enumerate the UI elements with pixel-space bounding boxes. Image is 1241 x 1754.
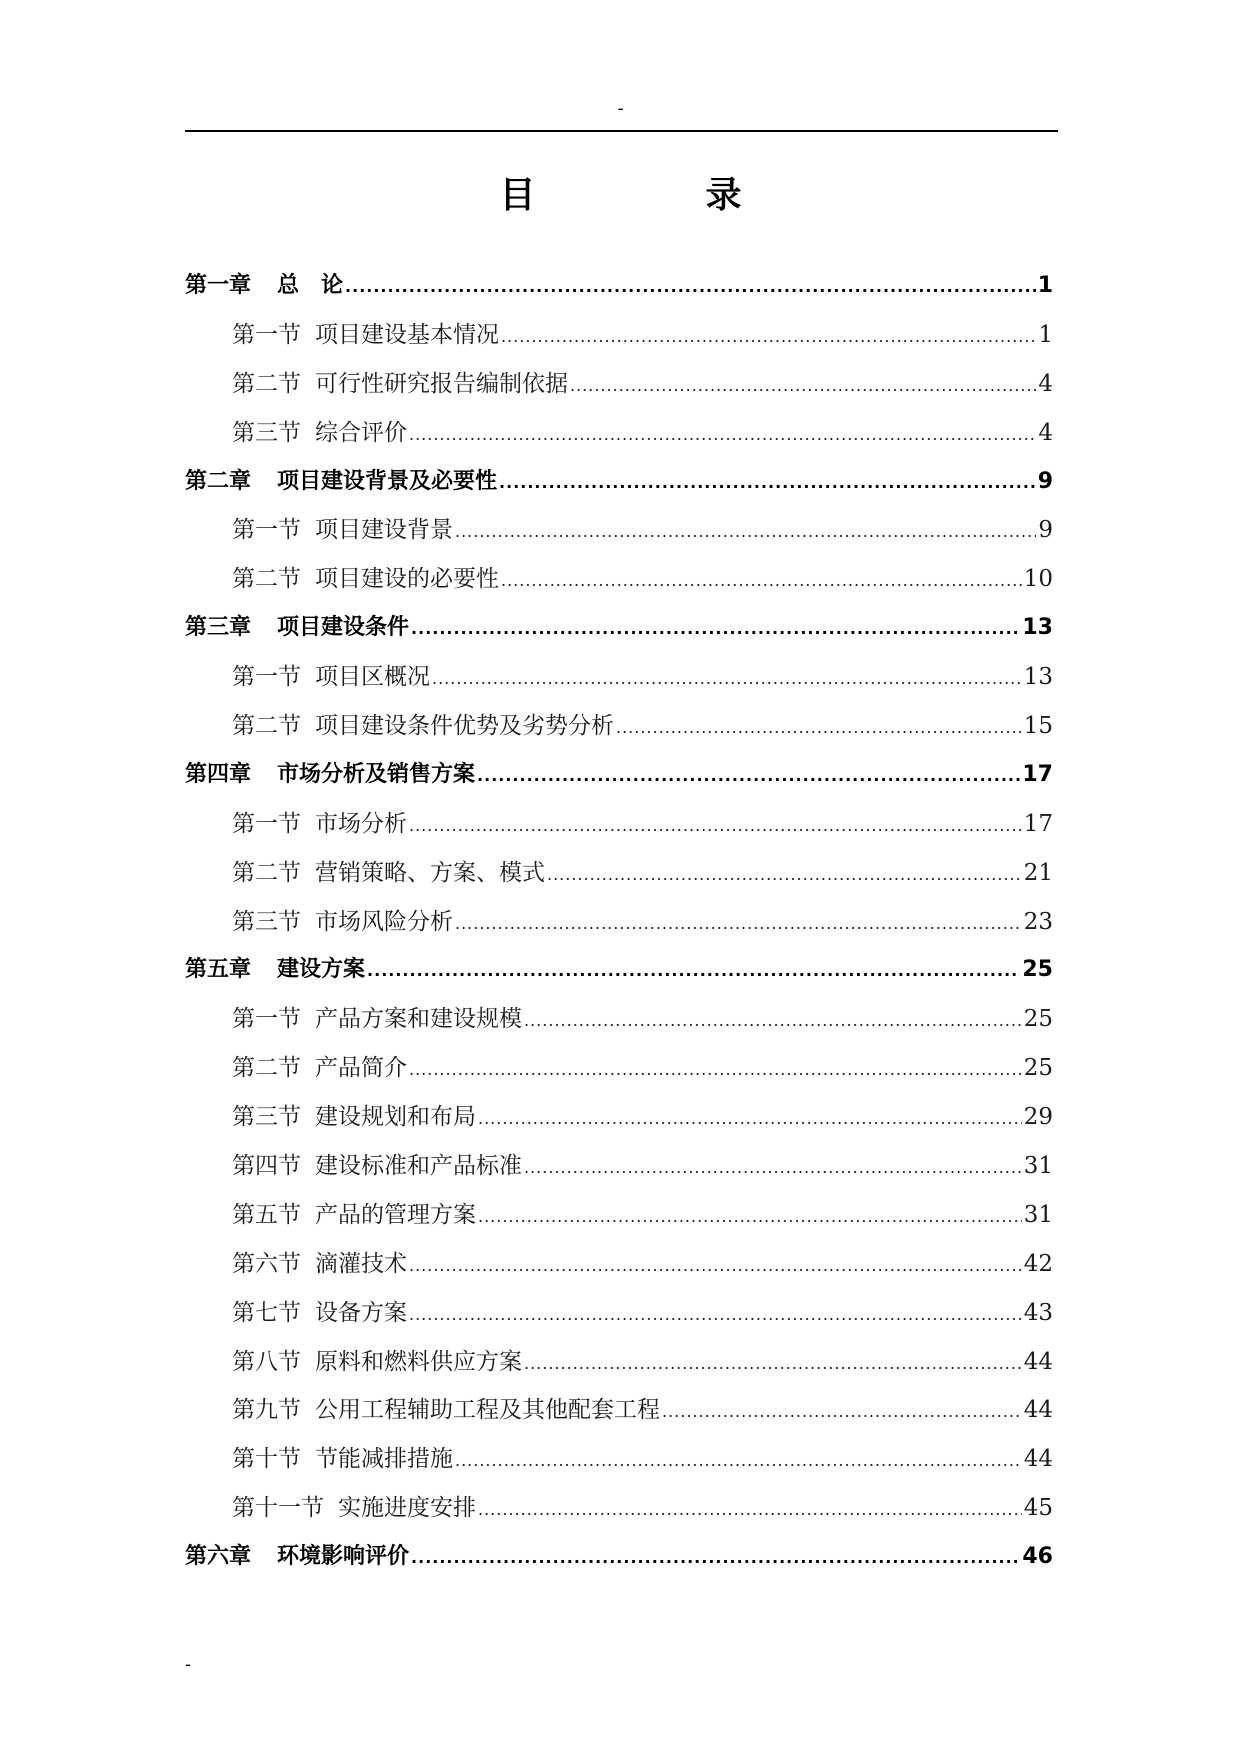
toc-entry-title: 市场分析	[315, 810, 407, 837]
toc-section-entry[interactable]	[185, 1240, 1053, 1289]
toc-dot-leader	[432, 671, 1022, 687]
toc-dot-leader	[345, 279, 1036, 295]
header-mark: -	[617, 98, 624, 119]
toc-entry-page: 45	[1023, 1495, 1053, 1522]
toc-section-entry[interactable]	[185, 995, 1053, 1044]
toc-dot-leader	[616, 720, 1022, 736]
toc-dot-leader	[524, 1356, 1022, 1372]
toc-section-entry[interactable]	[185, 800, 1053, 849]
footer-mark: -	[185, 1654, 192, 1675]
toc-entry-number: 第六节	[232, 1250, 301, 1277]
toc-entry-page: 42	[1023, 1250, 1053, 1277]
toc-entry-title: 环境影响评价	[277, 1544, 410, 1570]
toc-dot-leader	[478, 1111, 1022, 1127]
toc-chapter-entry[interactable]	[185, 262, 1053, 311]
toc-entry-title: 节能减排措施	[315, 1446, 453, 1473]
toc-dot-leader	[367, 963, 1020, 979]
toc-entry-number: 第二节	[232, 566, 301, 593]
toc-entry-number: 第一节	[232, 664, 301, 691]
header-rule	[185, 130, 1058, 132]
toc-entry-title: 总 论	[277, 273, 344, 298]
toc-dot-leader	[501, 329, 1036, 345]
toc-entry-number: 第六章	[185, 1544, 252, 1570]
toc-dot-leader	[411, 621, 1020, 637]
toc-section-entry[interactable]	[185, 1044, 1053, 1093]
toc-entry-page: 44	[1023, 1397, 1053, 1424]
toc-entry-number: 第一节	[232, 321, 301, 348]
toc-dot-leader	[409, 1258, 1022, 1274]
toc-section-entry[interactable]	[185, 409, 1053, 458]
toc-entry-page: 25	[1022, 957, 1053, 983]
toc-dot-leader	[411, 1550, 1020, 1566]
toc-dot-leader	[478, 1209, 1022, 1225]
title-left-char: 目	[499, 175, 536, 216]
toc-entry-title: 市场分析及销售方案	[277, 761, 476, 787]
toc-entry-title: 项目建设背景	[315, 517, 453, 544]
toc-entry-number: 第二章	[185, 468, 252, 494]
toc-entry-title: 产品简介	[315, 1055, 407, 1082]
toc-entry-title: 实施进度安排	[338, 1495, 476, 1522]
toc-entry-page: 10	[1023, 566, 1053, 593]
toc-entry-page: 13	[1023, 664, 1053, 691]
toc-section-entry[interactable]	[185, 506, 1053, 555]
toc-section-entry[interactable]	[185, 1338, 1053, 1387]
toc-entry-page: 31	[1023, 1201, 1053, 1228]
toc-dot-leader	[524, 1013, 1022, 1029]
toc-entry-page: 9	[1037, 468, 1053, 494]
toc-entry-title: 营销策略、方案、模式	[315, 859, 545, 886]
toc-section-entry[interactable]	[185, 1435, 1053, 1484]
toc-entry-number: 第四节	[232, 1153, 301, 1180]
toc-entry-number: 第四章	[185, 761, 252, 787]
toc-dot-leader	[409, 427, 1036, 443]
toc-section-entry[interactable]	[185, 360, 1053, 409]
toc-chapter-entry[interactable]	[185, 751, 1053, 800]
title-right-char: 录	[705, 175, 742, 216]
toc-entry-number: 第三节	[232, 419, 301, 446]
toc-section-entry[interactable]	[185, 849, 1053, 898]
toc-entry-title: 项目建设条件优势及劣势分析	[315, 713, 614, 740]
toc-entry-page: 4	[1038, 370, 1053, 397]
toc-entry-title: 项目建设的必要性	[315, 566, 499, 593]
toc-entry-page: 44	[1023, 1446, 1053, 1473]
toc-section-entry[interactable]	[185, 555, 1053, 604]
toc-section-entry[interactable]	[185, 1289, 1053, 1338]
toc-entry-title: 建设标准和产品标准	[315, 1153, 522, 1180]
toc-dot-leader	[455, 524, 1036, 540]
toc-entry-title: 公用工程辅助工程及其他配套工程	[315, 1397, 660, 1424]
toc-entry-number: 第二节	[232, 1055, 301, 1082]
toc-entry-title: 设备方案	[315, 1299, 407, 1326]
toc-entry-number: 第三章	[185, 615, 252, 641]
toc-entry-number: 第二节	[232, 370, 301, 397]
toc-entry-page: 46	[1022, 1544, 1053, 1570]
toc-entry-page: 4	[1038, 419, 1053, 446]
toc-dot-leader	[455, 916, 1022, 932]
toc-entry-title: 建设方案	[277, 957, 366, 983]
toc-section-entry[interactable]	[185, 653, 1053, 702]
toc-entry-page: 15	[1023, 713, 1053, 740]
toc-entry-page: 17	[1023, 810, 1053, 837]
toc-entry-title: 滴灌技术	[315, 1250, 407, 1277]
toc-dot-leader	[409, 818, 1022, 834]
toc-entry-title: 项目建设条件	[277, 615, 410, 641]
toc-entry-page: 9	[1038, 517, 1053, 544]
toc-section-entry[interactable]	[185, 1093, 1053, 1142]
toc-entry-number: 第八节	[232, 1348, 301, 1375]
toc-chapter-entry[interactable]	[185, 1533, 1053, 1582]
toc-section-entry[interactable]	[185, 1484, 1053, 1533]
table-of-contents	[185, 262, 1053, 1582]
toc-entry-number: 第三节	[232, 1104, 301, 1131]
toc-dot-leader	[570, 378, 1036, 394]
toc-entry-page: 43	[1023, 1299, 1053, 1326]
toc-entry-page: 1	[1037, 273, 1053, 298]
toc-entry-title: 建设规划和布局	[315, 1104, 476, 1131]
toc-section-entry[interactable]	[185, 1191, 1053, 1240]
toc-entry-title: 可行性研究报告编制依据	[315, 370, 568, 397]
toc-chapter-entry[interactable]	[185, 946, 1053, 995]
toc-entry-title: 产品方案和建设规模	[315, 1006, 522, 1033]
toc-entry-page: 13	[1022, 615, 1053, 641]
toc-entry-page: 17	[1022, 761, 1053, 787]
toc-entry-number: 第二节	[232, 713, 301, 740]
toc-section-entry[interactable]	[185, 1386, 1053, 1435]
toc-chapter-entry[interactable]	[185, 458, 1053, 507]
toc-entry-page: 31	[1023, 1153, 1053, 1180]
toc-entry-title: 项目区概况	[315, 664, 430, 691]
toc-entry-page: 1	[1038, 321, 1053, 348]
toc-entry-number: 第一节	[232, 1006, 301, 1033]
toc-entry-page: 25	[1023, 1006, 1053, 1033]
toc-dot-leader	[409, 1062, 1022, 1078]
toc-section-entry[interactable]	[185, 311, 1053, 360]
toc-dot-leader	[455, 1453, 1022, 1469]
toc-entry-page: 25	[1023, 1055, 1053, 1082]
toc-dot-leader	[499, 475, 1036, 491]
toc-section-entry[interactable]	[185, 898, 1053, 947]
toc-section-entry[interactable]	[185, 1142, 1053, 1191]
toc-dot-leader	[547, 867, 1022, 883]
toc-dot-leader	[478, 1502, 1022, 1518]
toc-entry-number: 第十一节	[232, 1495, 324, 1522]
toc-entry-number: 第十节	[232, 1446, 301, 1473]
toc-entry-title: 产品的管理方案	[315, 1201, 476, 1228]
toc-entry-number: 第一章	[185, 273, 252, 298]
toc-entry-title: 综合评价	[315, 419, 407, 446]
toc-entry-number: 第五节	[232, 1201, 301, 1228]
toc-entry-number: 第七节	[232, 1299, 301, 1326]
toc-dot-leader	[501, 573, 1022, 589]
toc-entry-title: 项目建设基本情况	[315, 321, 499, 348]
toc-entry-page: 44	[1023, 1348, 1053, 1375]
toc-entry-page: 29	[1023, 1104, 1053, 1131]
toc-entry-page: 23	[1023, 908, 1053, 935]
toc-section-entry[interactable]	[185, 702, 1053, 751]
toc-entry-title: 市场风险分析	[315, 908, 453, 935]
toc-entry-number: 第五章	[185, 957, 252, 983]
toc-chapter-entry[interactable]	[185, 604, 1053, 653]
toc-entry-number: 第九节	[232, 1397, 301, 1424]
toc-dot-leader	[662, 1404, 1022, 1420]
toc-entry-number: 第二节	[232, 859, 301, 886]
toc-entry-number: 第三节	[232, 908, 301, 935]
page-title	[0, 168, 1241, 224]
toc-entry-number: 第一节	[232, 517, 301, 544]
toc-entry-title: 原料和燃料供应方案	[315, 1348, 522, 1375]
toc-dot-leader	[524, 1160, 1022, 1176]
toc-entry-title: 项目建设背景及必要性	[277, 468, 498, 494]
toc-dot-leader	[409, 1307, 1022, 1323]
toc-entry-number: 第一节	[232, 810, 301, 837]
toc-dot-leader	[477, 768, 1020, 784]
toc-entry-page: 21	[1023, 859, 1053, 886]
